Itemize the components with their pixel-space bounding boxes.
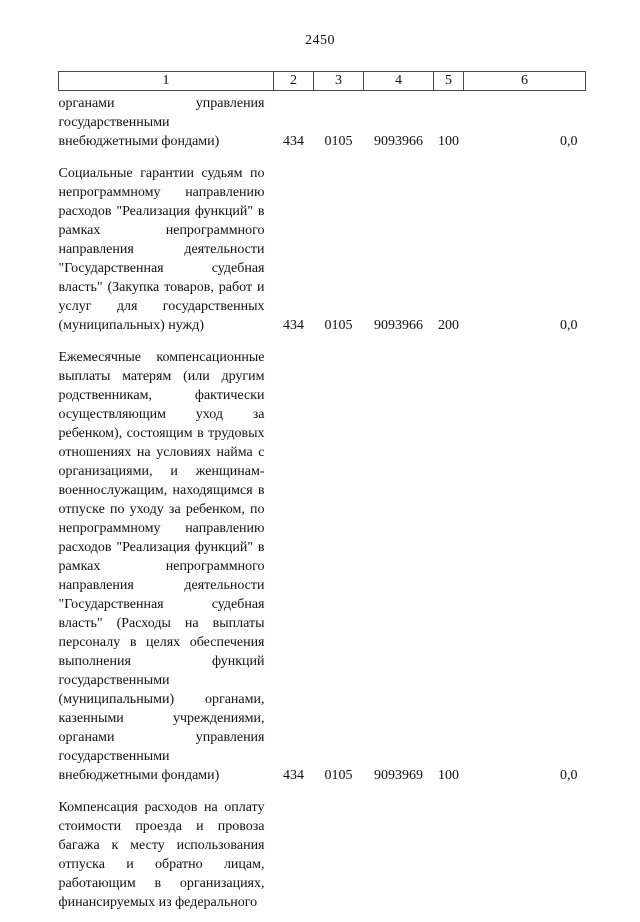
cell-col-6: 0,0	[560, 134, 578, 149]
cell-col-6: 0,0	[560, 318, 578, 333]
cell-col-5	[434, 795, 464, 922]
cell-col-2: 434	[283, 134, 304, 149]
cell-col-3: 0105	[324, 768, 353, 783]
table-row	[59, 795, 586, 922]
header-cell-5: 5	[434, 72, 464, 91]
cell-col-4: 9093966	[374, 318, 423, 333]
cell-col-3: 0105	[324, 318, 353, 333]
row-description: Компенсация расходов на оплату стоимости проезда и провоза багажа к месту использования отпуска и обратно лицам, работающим в организациях, финансируемых из федерального	[58, 800, 265, 910]
cell-col-4: 9093969	[374, 768, 423, 783]
header-cell-3: 3	[314, 72, 364, 91]
table-row	[59, 345, 586, 795]
cell-col-3: 0105	[324, 134, 353, 149]
page-number: 2450	[305, 33, 335, 48]
header-cell-6: 6	[464, 72, 586, 91]
cell-col-6: 0,0	[560, 768, 578, 783]
cell-col-2	[274, 795, 314, 922]
table-row	[59, 161, 586, 345]
cell-col-5: 100	[438, 134, 459, 149]
header-cell-1: 1	[59, 72, 274, 91]
header-cell-2: 2	[274, 72, 314, 91]
cell-col-4: 9093966	[374, 134, 423, 149]
cell-col-6	[464, 795, 586, 922]
cell-col-3	[314, 795, 364, 922]
cell-col-5: 200	[438, 318, 459, 333]
row-description: органами управления государственными внебюджетными фондами)	[58, 96, 265, 149]
table-row	[59, 91, 586, 162]
row-description: Социальные гарантии судьям по непрограммному направлению расходов "Реализация функций" в рамках непрограммного направления деятельности "Государственная судебная власть" (Закупка товаров, работ и услуг для государственных (муниципальных) нужд)	[58, 166, 265, 333]
table-header-row	[59, 72, 586, 91]
row-description: Ежемесячные компенсационные выплаты матерям (или другим родственникам, фактически осуществляющим уход за ребенком), состоящим в трудовых отношениях на условиях найма с организациями, и женщинам-военнослужащим, находящимся в отпуске по уходу за ребенком, по непрограммному направлению расходов "Реализация функций" в рамках непрограммного направления деятельности "Государственная судебная власть" (Расходы на выплаты персоналу в целях обеспечения выполнения функций государственными (муниципальными) органами, казенными учреждениями, органами управления государственными внебюджетными фондами)	[58, 350, 265, 783]
cell-col-5: 100	[438, 768, 459, 783]
cell-col-2: 434	[283, 768, 304, 783]
cell-col-4	[364, 795, 434, 922]
cell-col-2: 434	[283, 318, 304, 333]
header-cell-4: 4	[364, 72, 434, 91]
budget-table	[58, 71, 586, 922]
